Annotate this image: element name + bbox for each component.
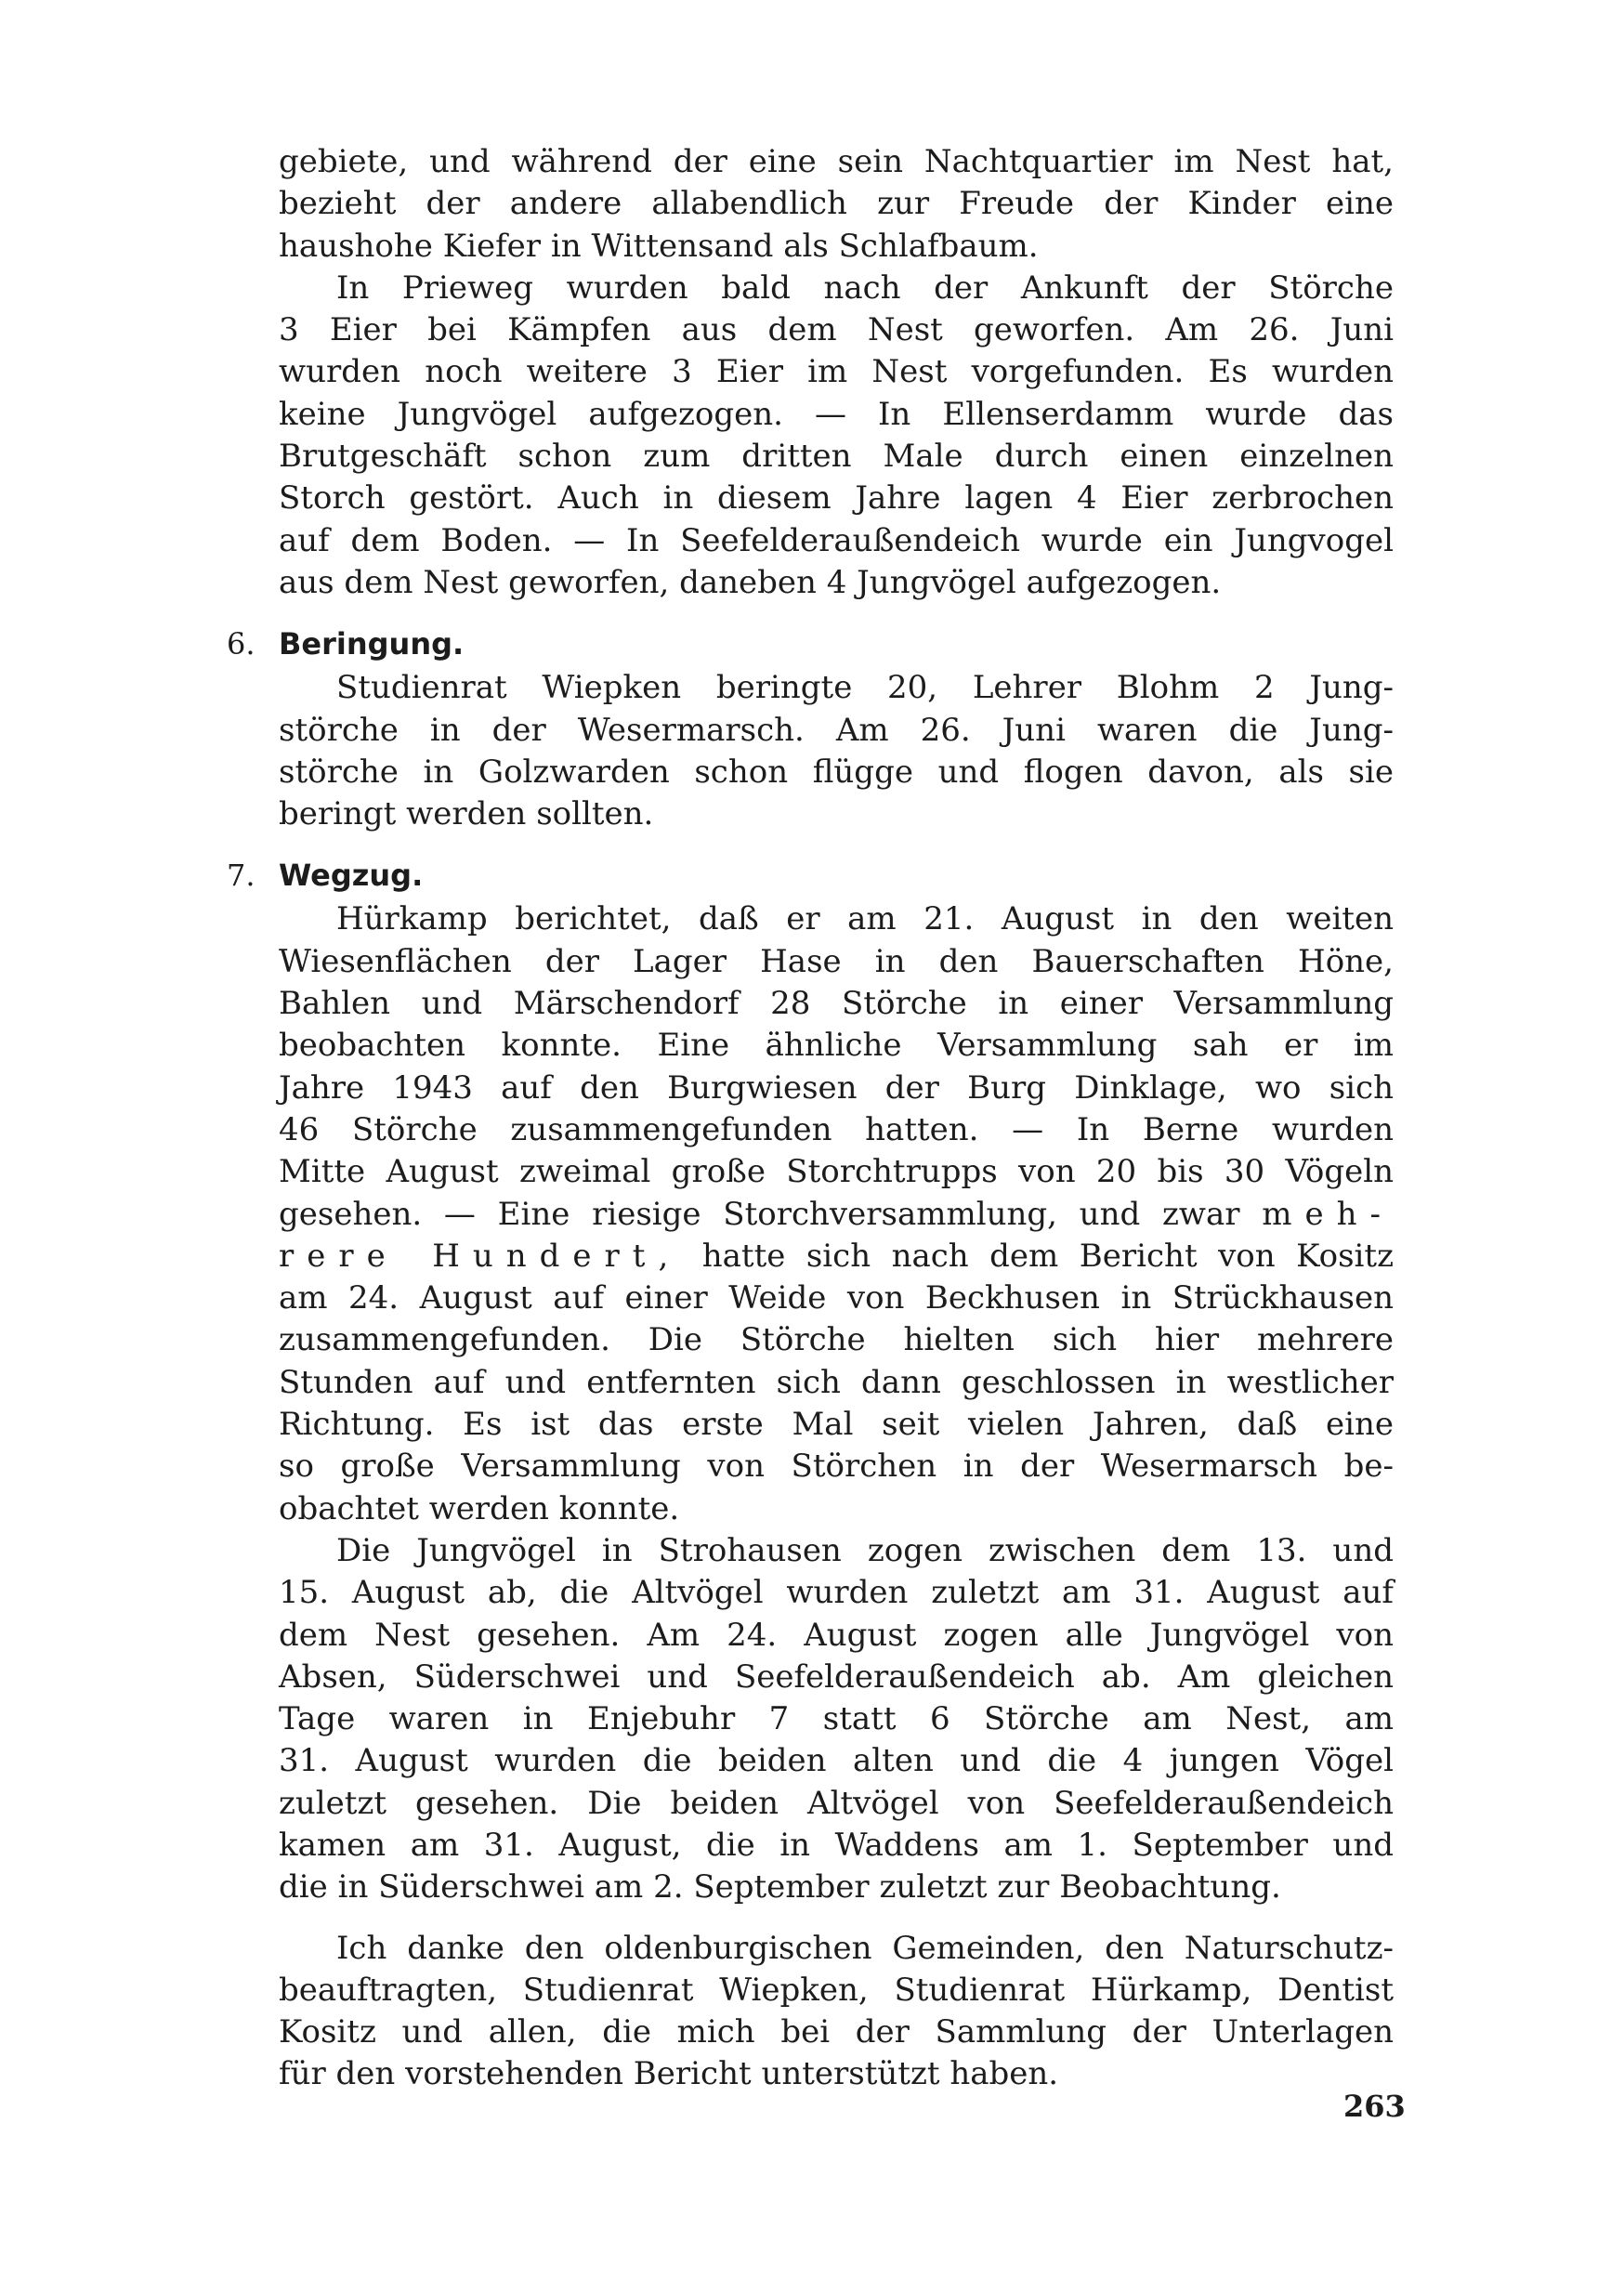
text-line: Mitte August zweimal große Storchtrupps von 20 bis 30 Vögeln (279, 1153, 1394, 1191)
text-line: Studienrat Wiepken beringte 20, Lehrer Blohm 2 Jung- (336, 669, 1394, 707)
text-line: obachtet werden konnte. (279, 1489, 680, 1527)
section-number: 6. (227, 626, 255, 662)
text-line: dem Nest gesehen. Am 24. August zogen alle Jungvögel von (279, 1616, 1394, 1654)
text-line: Hürkamp berichtet, daß er am 21. August in den weiten (336, 900, 1394, 938)
paragraph-prieweg (279, 268, 1394, 604)
text-line: störche in Golzwarden schon flügge und flogen davon, als sie (279, 753, 1394, 791)
text-line: Richtung. Es ist das erste Mal seit vielen Jahren, daß eine (279, 1406, 1394, 1444)
text-line: Jahre 1943 auf den Burgwiesen der Burg Dinklage, wo sich (279, 1068, 1394, 1107)
text-line: zusammengefunden. Die Störche hielten sich hier mehrere (279, 1321, 1394, 1359)
text-line: Bahlen und Märschendorf 28 Störche in einer Versammlung (279, 985, 1394, 1023)
page-body (227, 141, 1395, 2096)
text-line: beringt werden sollten. (279, 795, 654, 833)
paragraph-beringung (279, 667, 1394, 835)
text-line: so große Versammlung von Störchen in der Wesermarsch be- (279, 1448, 1394, 1486)
text-line: Wiesenflächen der Lager Hase in den Bauerschaften Höne, (279, 942, 1394, 980)
section-heading-wegzug (227, 852, 1394, 898)
spaced-emphasis: rere Hundert, (279, 1237, 682, 1275)
text-line: beobachten konnte. Eine ähnliche Versammlung sah er im (279, 1027, 1394, 1065)
text-line: die in Süderschwei am 2. September zuletzt zur Beobachtung. (279, 1868, 1281, 1906)
text-line: keine Jungvögel aufgezogen. — In Ellenserdamm wurde das (279, 395, 1394, 433)
text-line: auf dem Boden. — In Seefelderaußendeich wurde ein Jungvogel (279, 521, 1394, 559)
text-line: haushohe Kiefer in Wittensand als Schlafbaum. (279, 227, 1039, 265)
paragraph-jungvoegel (279, 1530, 1394, 1909)
text-line: Storch gestört. Auch in diesem Jahre lagen 4 Eier zerbrochen (279, 479, 1394, 518)
text-line: Kositz und allen, die mich bei der Sammlung der Unterlagen (279, 2013, 1394, 2051)
text-line: 46 Störche zusammengefunden hatten. — In Berne wurden (279, 1110, 1394, 1148)
text-line: Die Jungvögel in Strohausen zogen zwischen dem 13. und (336, 1531, 1394, 1569)
text-line-emphasis (279, 1194, 1394, 1236)
text-run: hatte sich nach dem Bericht von Kositz (701, 1237, 1394, 1275)
text-line: gebiete, und während der eine sein Nachtquartier im Nest hat, (279, 143, 1394, 180)
text-line: Tage waren in Enjebuhr 7 statt 6 Störche am Nest, am (279, 1700, 1394, 1738)
text-line: am 24. August auf einer Weide von Beckhusen in Strückhausen (279, 1279, 1394, 1317)
text-line: kamen am 31. August, die in Waddens am 1. September und (279, 1826, 1394, 1864)
paragraph-gap (279, 1909, 1394, 1928)
text-line: 15. August ab, die Altvögel wurden zuletzt am 31. August auf (279, 1574, 1394, 1612)
paragraph-continuation (279, 141, 1394, 268)
text-line-emphasis (279, 1236, 1394, 1278)
text-line: für den vorstehenden Bericht unterstützt haben. (279, 2055, 1059, 2093)
text-line: Stunden auf und entfernten sich dann geschlossen in westlicher (279, 1363, 1394, 1401)
section-number: 7. (227, 858, 255, 894)
text-line: 3 Eier bei Kämpfen aus dem Nest geworfen. Am 26. Juni (279, 311, 1394, 349)
text-line: aus dem Nest geworfen, daneben 4 Jungvögel aufgezogen. (279, 563, 1222, 601)
section-heading-beringung (227, 621, 1394, 667)
text-line: bezieht der andere allabendlich zur Freude der Kinder eine (279, 185, 1394, 223)
text-line: wurden noch weitere 3 Eier im Nest vorgefunden. Es wurden (279, 353, 1394, 391)
text-line: Ich danke den oldenburgischen Gemeinden, den Naturschutz- (336, 1929, 1394, 1967)
page-number: 263 (1343, 2089, 1406, 2124)
text-line: 31. August wurden die beiden alten und die 4 jungen Vögel (279, 1742, 1394, 1780)
text-line: Absen, Süderschwei und Seefelderaußendeich ab. Am gleichen (279, 1658, 1394, 1696)
section-title: Beringung. (279, 626, 465, 662)
text-line: zuletzt gesehen. Die beiden Altvögel von Seefelderaußendeich (279, 1784, 1394, 1822)
text-line: störche in der Wesermarsch. Am 26. Juni waren die Jung- (279, 711, 1394, 749)
text-line: In Prieweg wurden bald nach der Ankunft der Störche (336, 269, 1394, 307)
paragraph-dank (279, 1928, 1394, 2096)
paragraph-wegzug (279, 898, 1394, 1529)
text-line: beauftragten, Studienrat Wiepken, Studienrat Hürkamp, Dentist (279, 1971, 1394, 2009)
spaced-emphasis: meh- (1262, 1195, 1395, 1233)
text-run: gesehen. — Eine riesige Storchversammlung, und zwar (279, 1195, 1240, 1233)
section-title: Wegzug. (279, 858, 424, 894)
text-line: Brutgeschäft schon zum dritten Male durch einen einzelnen (279, 438, 1394, 476)
